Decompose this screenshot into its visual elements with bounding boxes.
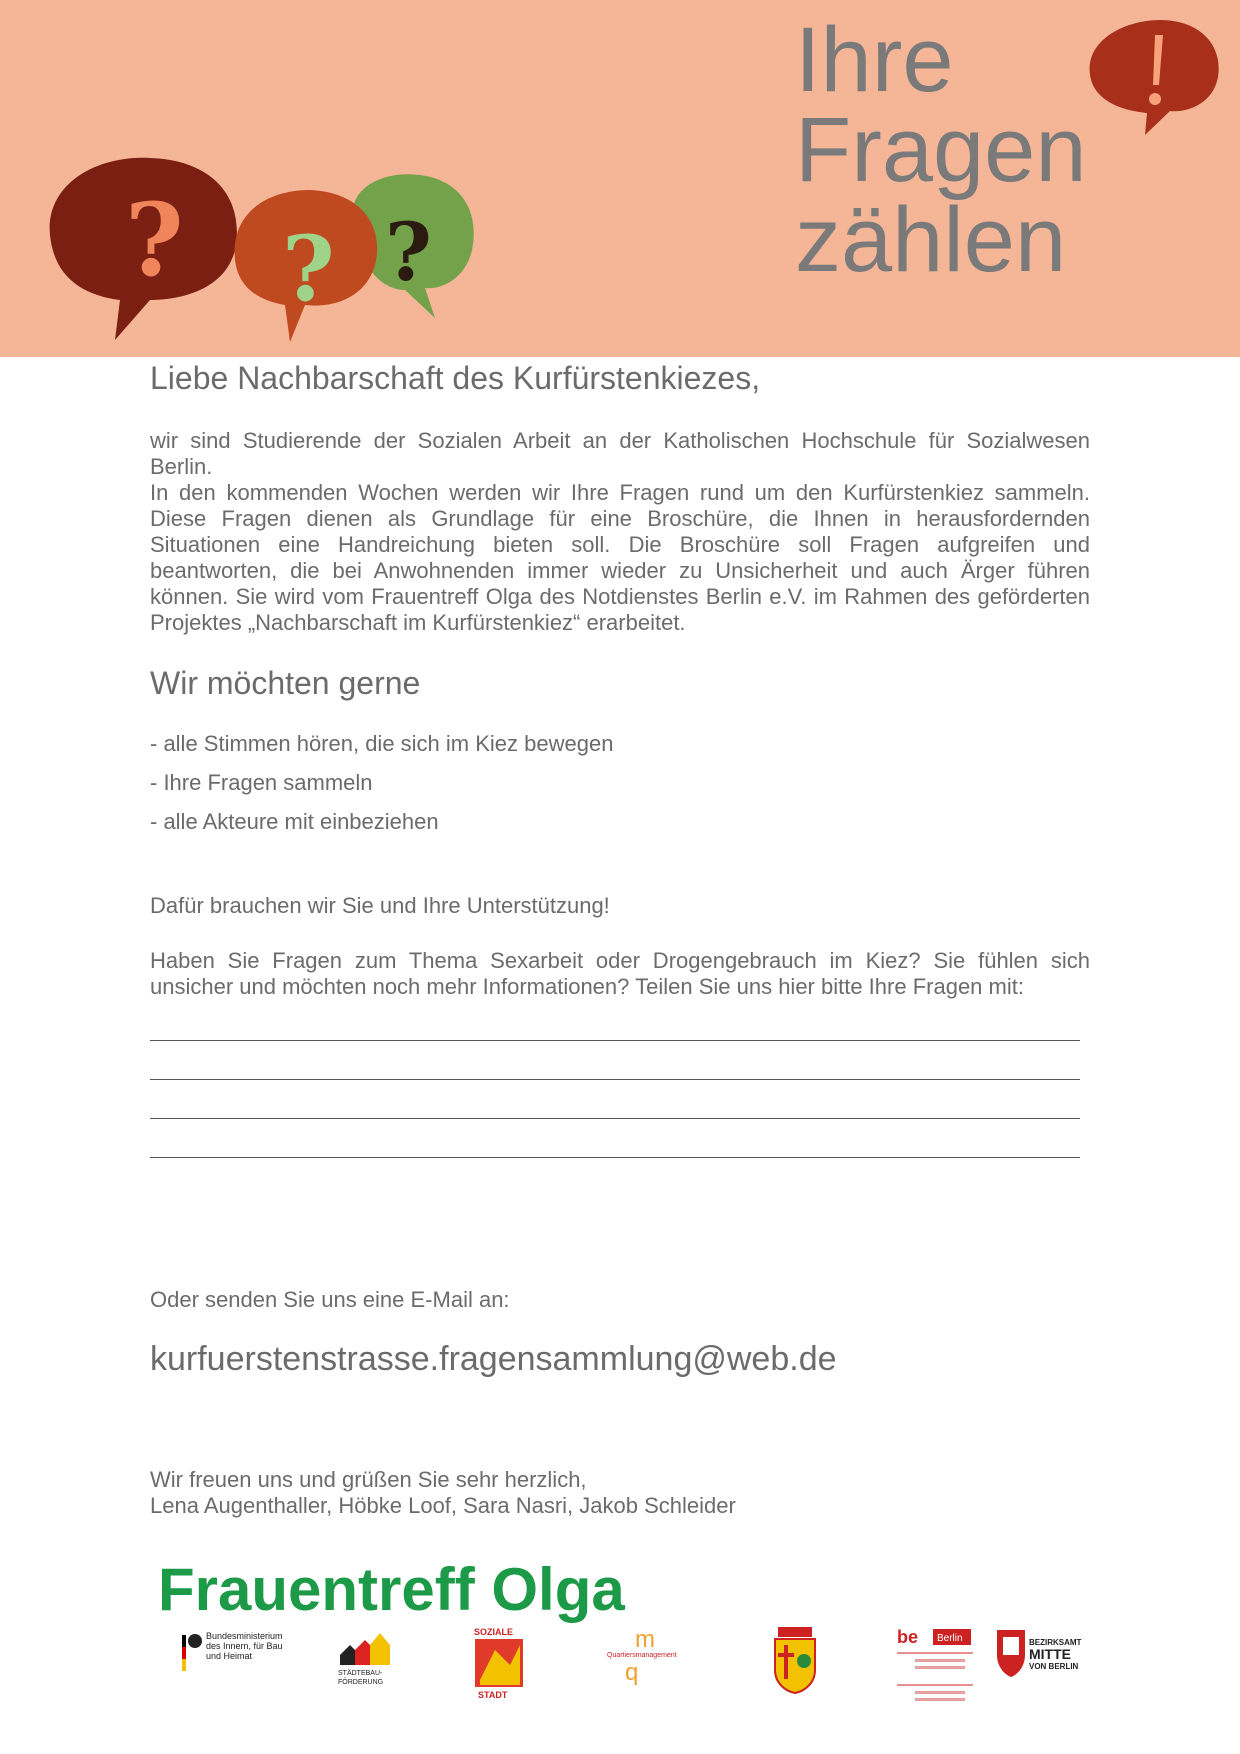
svg-text:m: m [635, 1626, 655, 1653]
berlin-coat-of-arms-logo [770, 1625, 820, 1700]
answer-line[interactable] [150, 1118, 1080, 1119]
header-banner [0, 0, 1240, 357]
wishes-list [150, 730, 1090, 847]
answer-line[interactable] [150, 1040, 1080, 1041]
quartiersmanagement-logo [605, 1625, 685, 1700]
bundesministerium-logo [180, 1625, 300, 1700]
signatures: Lena Augenthaller, Höbke Loof, Sara Nasri, Jakob Schleider [150, 1493, 736, 1518]
answer-line[interactable] [150, 1079, 1080, 1080]
email-address[interactable]: kurfuerstenstrasse.fragensammlung@web.de [150, 1340, 837, 1378]
title-line-2: Fragen [795, 99, 1087, 201]
svg-text:?: ? [385, 205, 432, 299]
title-line-3: zählen [795, 189, 1067, 291]
intro-paragraph-1: wir sind Studierende der Sozialen Arbeit an der Katholischen Hochschule für Sozialwesen Berlin. [150, 428, 1090, 479]
svg-text:?: ? [125, 181, 184, 299]
question-prompt: Haben Sie Fragen zum Thema Sexarbeit oder Drogengebrauch im Kiez? Sie fühlen sich unsicher und möchten noch mehr Informationen? Teilen Sie uns hier bitte Ihre Fragen mit: [150, 948, 1090, 999]
intro-text [150, 428, 1090, 636]
soziale-stadt-logo [470, 1625, 530, 1705]
exclamation-bubble-icon [1085, 15, 1225, 140]
svg-text:?: ? [282, 216, 335, 322]
logo-text: STADT [478, 1690, 508, 1700]
support-text: Dafür brauchen wir Sie und Ihre Unterstützung! [150, 893, 610, 918]
closing [150, 1467, 1090, 1519]
list-item: - alle Akteure mit einbeziehen [150, 809, 439, 834]
list-item: - alle Stimmen hören, die sich im Kiez bewegen [150, 731, 614, 756]
closing-line: Wir freuen uns und grüßen Sie sehr herzlich, [150, 1467, 587, 1492]
logo-text: SOZIALE [474, 1627, 514, 1637]
sponsor-logos [170, 1625, 1090, 1720]
intro-paragraph-2: In den kommenden Wochen werden wir Ihre Fragen rund um den Kurfürstenkiez sammeln. Diese Fragen dienen als Grundlage für eine Broschüre, die Ihnen in herausfordernden Situationen eine Handreichung bieten soll. Die Broschüre soll Fragen aufgreifen und beantworten, die bei Anwohnenden immer wieder zu Unsicherheit und auch Ärger führen können. Sie wird vom Frauentreff Olga des Notdienstes Berlin e.V. im Rahmen des geförderten Projektes „Nachbarschaft im Kurfürstenkiez“ erarbeitet. [150, 480, 1090, 635]
be-berlin-logo [895, 1625, 975, 1715]
title-line-1: Ihre [795, 9, 954, 111]
logo-text: VON BERLIN [1029, 1662, 1079, 1671]
logo-text: MITTE [1029, 1646, 1071, 1662]
logo-text: Bundesministerium [206, 1631, 283, 1641]
answer-lines [150, 1040, 1090, 1196]
wishes-heading: Wir möchten gerne [150, 665, 421, 701]
mail-intro: Oder senden Sie uns eine E-Mail an: [150, 1287, 510, 1312]
staedtebaufoerderung-logo [335, 1625, 395, 1700]
greeting: Liebe Nachbarschaft des Kurfürstenkiezes, [150, 360, 761, 396]
answer-line[interactable] [150, 1157, 1080, 1158]
logo-text: FÖRDERUNG [338, 1679, 384, 1686]
page-title [795, 9, 1087, 291]
logo-text: und Heimat [206, 1651, 253, 1661]
logo-text: Berlin [937, 1633, 963, 1644]
list-item: - Ihre Fragen sammeln [150, 770, 373, 795]
brand-logo: Frauentreff Olga [158, 1556, 625, 1623]
logo-text: BEZIRKSAMT [1029, 1638, 1082, 1647]
logo-text: be [897, 1627, 919, 1647]
logo-text: des Innern, für Bau [206, 1641, 283, 1651]
svg-text:q: q [625, 1659, 639, 1686]
logo-text: STÄDTEBAU- [338, 1670, 383, 1677]
question-bubbles-illustration [40, 150, 480, 350]
logo-text: Quartiersmanagement [607, 1652, 677, 1659]
bezirksamt-mitte-logo [995, 1625, 1085, 1690]
